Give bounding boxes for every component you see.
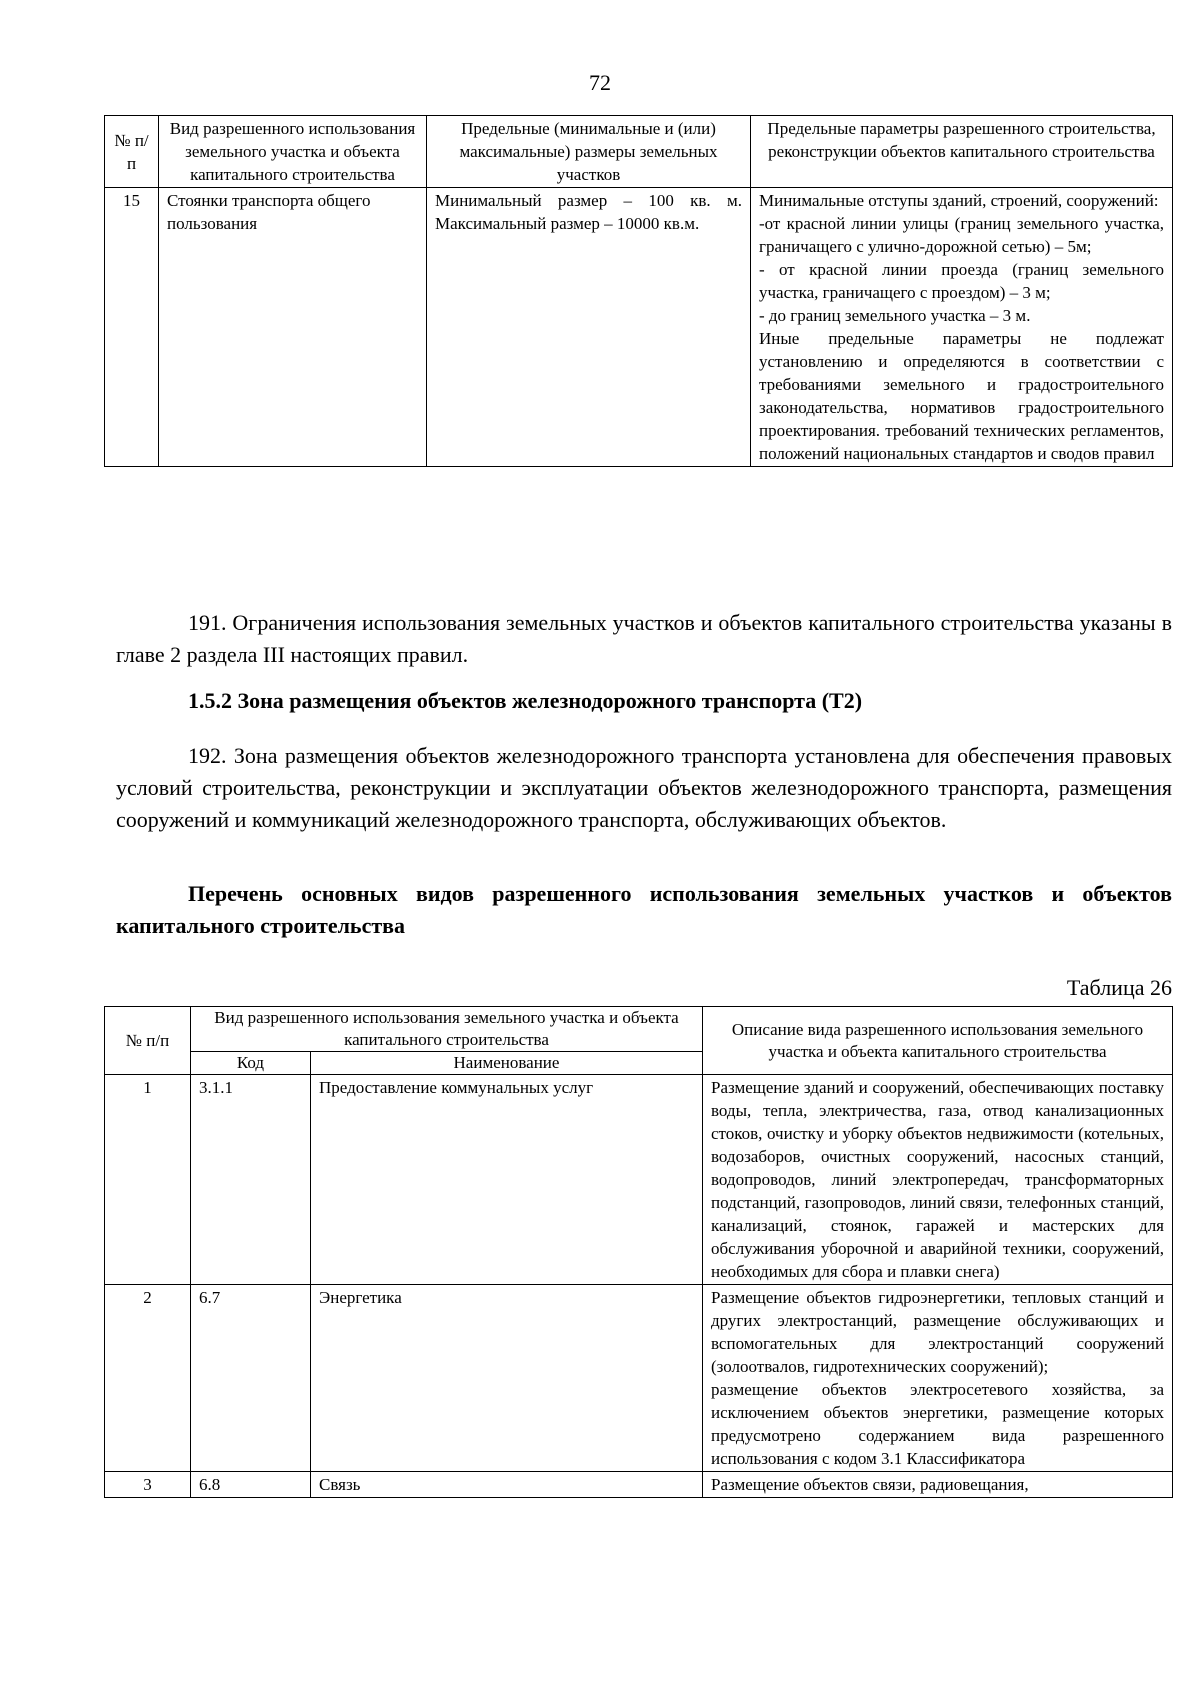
- cell-kind: Стоянки транспорта общего пользования: [159, 188, 427, 467]
- cell-name: Предоставление коммунальных услуг: [311, 1075, 703, 1285]
- cell-desc: Размещение объектов гидроэнергетики, тепловых станций и других электростанций, размещение обслуживающих и вспомогательных для электростанций сооружений (золоотвалов, гидротехнических сооружений); размещение объектов электросетевого хозяйства, за исключением объектов энергетики, размещение которых предусмотрено содержанием вида разрешенного использования с кодом 3.1 Классификатора: [703, 1285, 1173, 1472]
- header-params: Предельные параметры разрешенного строительства, реконструкции объектов капитального строительства: [751, 116, 1173, 188]
- table-row: [105, 1075, 1173, 1285]
- section-heading: 1.5.2 Зона размещения объектов железнодорожного транспорта (Т2): [188, 688, 863, 713]
- header-kind: Вид разрешенного использования земельного участка и объекта капитального строительства: [159, 116, 427, 188]
- cell-name: Энергетика: [311, 1285, 703, 1472]
- cell-code: 6.7: [191, 1285, 311, 1472]
- cell-num: 15: [105, 188, 159, 467]
- cell-code: 3.1.1: [191, 1075, 311, 1285]
- table-row: [105, 188, 1173, 467]
- cell-num: 3: [105, 1472, 191, 1498]
- header-kind: Вид разрешенного использования земельного участка и объекта капитального строительства: [191, 1007, 703, 1052]
- header-num: № п/п: [105, 1007, 191, 1075]
- page-number: 72: [589, 70, 611, 95]
- table-row: [105, 1285, 1173, 1472]
- cell-params: [751, 188, 1173, 467]
- header-code: Код: [191, 1052, 311, 1075]
- cell-desc: Размещение объектов связи, радиовещания,: [703, 1472, 1173, 1498]
- header-num: № п/п: [105, 116, 159, 188]
- params-line: Минимальные отступы зданий, строений, сооружений:: [759, 191, 1159, 210]
- cell-sizes: Минимальный размер – 100 кв. м. Максимальный размер – 10000 кв.м.: [427, 188, 751, 467]
- table-row: [105, 1472, 1173, 1498]
- header-name: Наименование: [311, 1052, 703, 1075]
- params-line: Иные предельные параметры не подлежат установлению и определяются в соответствии с требованиями земельного и градостроительного законодательства, нормативов градостроительного проектирования. требований технических регламентов, положений национальных стандартов и сводов правил: [759, 329, 1164, 463]
- uses-table: [104, 1006, 1173, 1498]
- params-line: -от красной линии улицы (границ земельного участка, граничащего с улично-дорожной сетью) – 5м;: [759, 214, 1164, 256]
- cell-name: Связь: [311, 1472, 703, 1498]
- params-line: - до границ земельного участка – 3 м.: [759, 306, 1031, 325]
- params-line: - от красной линии проезда (границ земельного участка, граничащего с проездом) – 3 м;: [759, 260, 1164, 302]
- table-header-row: [105, 1007, 1173, 1052]
- cell-num: 2: [105, 1285, 191, 1472]
- table-label: Таблица 26: [1066, 975, 1172, 1000]
- cell-code: 6.8: [191, 1472, 311, 1498]
- cell-num: 1: [105, 1075, 191, 1285]
- list-heading: Перечень основных видов разрешенного использования земельных участков и объектов капитального строительства: [116, 881, 1172, 938]
- parameters-table: [104, 115, 1173, 467]
- paragraph-191: 191. Ограничения использования земельных участков и объектов капитального строительства указаны в главе 2 раздела III настоящих правил.: [116, 610, 1172, 667]
- table-header-row: [105, 116, 1173, 188]
- header-sizes: Предельные (минимальные и (или) максимальные) размеры земельных участков: [427, 116, 751, 188]
- header-desc: Описание вида разрешенного использования земельного участка и объекта капитального строительства: [703, 1007, 1173, 1075]
- paragraph-192: 192. Зона размещения объектов железнодорожного транспорта установлена для обеспечения правовых условий строительства, реконструкции и эксплуатации объектов железнодорожного транспорта, размещения сооружений и коммуникаций железнодорожного транспорта, обслуживающих объектов.: [116, 743, 1172, 832]
- cell-desc: Размещение зданий и сооружений, обеспечивающих поставку воды, тепла, электричества, газа, отвод канализационных стоков, очистку и уборку объектов недвижимости (котельных, водозаборов, очистных сооружений, насосных станций, водопроводов, линий электропередач, трансформаторных подстанций, газопроводов, линий связи, телефонных станций, канализаций, стоянок, гаражей и мастерских для обслуживания уборочной и аварийной техники, сооружений, необходимых для сбора и плавки снега): [703, 1075, 1173, 1285]
